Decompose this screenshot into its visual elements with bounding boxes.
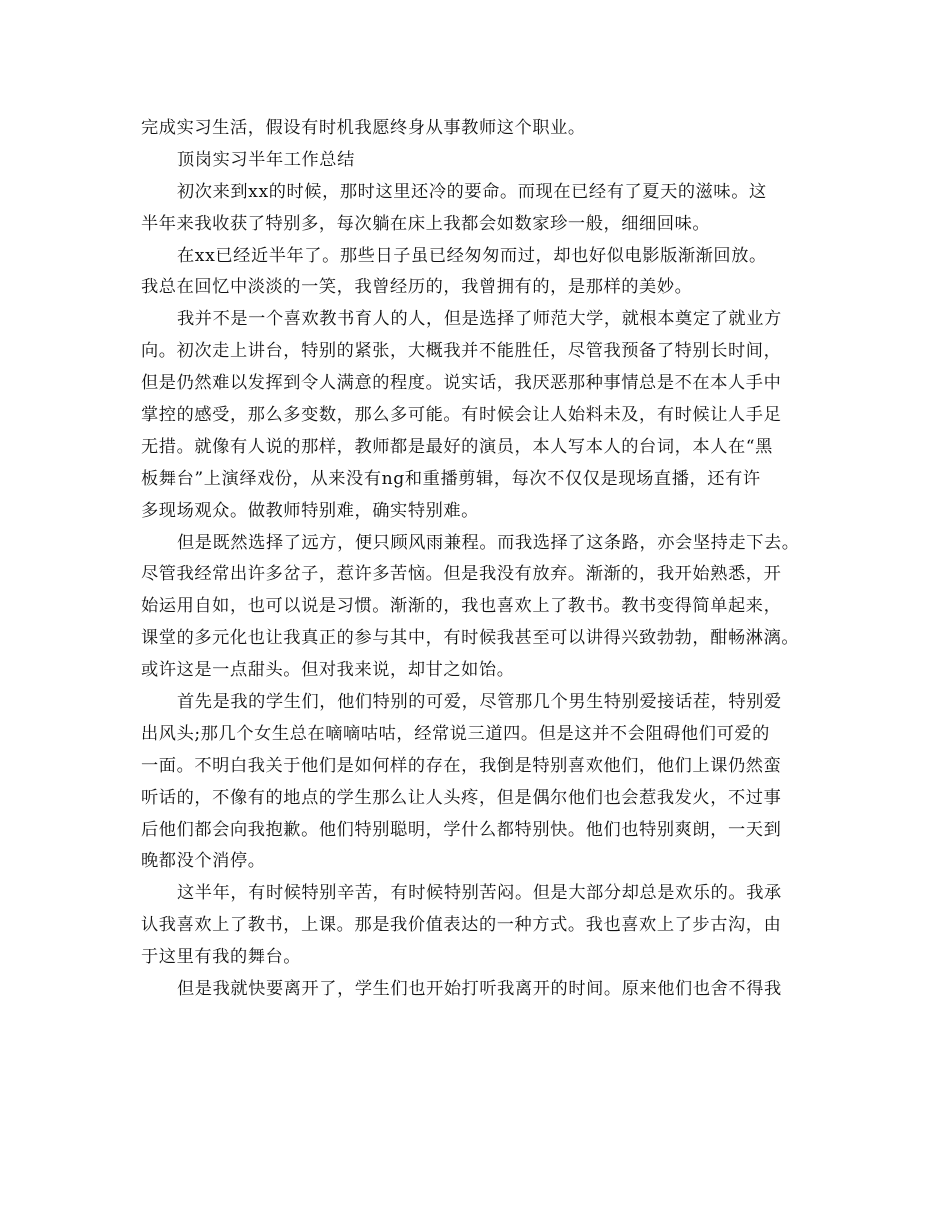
text-line: 初次来到xx的时候，那时这里还冷的要命。而现在已经有了夏天的滋味。这 bbox=[177, 181, 767, 202]
text-line: 听话的，不像有的地点的学生那么让人头疼，但是偶尔他们也会惹我发火，不过事 bbox=[141, 787, 782, 808]
text-line: 后他们都会向我抱歉。他们特别聪明，学什么都特别快。他们也特别爽朗，一天到 bbox=[141, 819, 782, 840]
text-line: 一面。不明白我关于他们是如何样的存在，我倒是特别喜欢他们，他们上课仍然蛮 bbox=[141, 755, 782, 776]
text-line: 始运用自如，也可以说是习惯。渐渐的，我也喜欢上了教书。教书变得简单起来， bbox=[141, 596, 782, 617]
text-line: 板舞台”上演绎戏份，从来没有ng和重播剪辑，每次不仅仅是现场直播，还有许 bbox=[141, 468, 761, 489]
text-line: 我并不是一个喜欢教书育人的人，但是选择了师范大学，就根本奠定了就业方 bbox=[177, 309, 782, 330]
text-line: 但是我就快要离开了，学生们也开始打听我离开的时间。原来他们也舍不得我 bbox=[177, 979, 782, 1000]
text-line: 这半年，有时候特别辛苦，有时候特别苦闷。但是大部分却总是欢乐的。我承 bbox=[177, 883, 782, 904]
text-line: 掌控的感受，那么多变数，那么多可能。有时候会让人始料未及，有时候让人手足 bbox=[141, 405, 782, 426]
text-line: 课堂的多元化也让我真正的参与其中，有时候我甚至可以讲得兴致勃勃，酣畅淋漓。 bbox=[141, 628, 800, 649]
text-line: 出风头;那几个女生总在嘀嘀咕咕，经常说三道四。但是这并不会阻碍他们可爱的 bbox=[141, 723, 770, 744]
text-line: 半年来我收获了特别多，每次躺在床上我都会如数家珍一般，细细回味。 bbox=[141, 213, 711, 234]
document-body bbox=[141, 113, 826, 1006]
text-line: 于这里有我的舞台。 bbox=[141, 947, 302, 968]
text-line: 首先是我的学生们，他们特别的可爱，尽管那几个男生特别爱接话茬，特别爱 bbox=[177, 692, 782, 713]
text-line: 无措。就像有人说的那样，教师都是最好的演员，本人写本人的台词，本人在“黑 bbox=[141, 436, 773, 457]
text-line: 在xx已经近半年了。那些日子虽已经匆匆而过，却也好似电影版渐渐回放。 bbox=[177, 245, 767, 266]
text-line: 认我喜欢上了教书，上课。那是我价值表达的一种方式。我也喜欢上了步古沟，由 bbox=[141, 915, 782, 936]
text-line: 晚都没个消停。 bbox=[141, 851, 266, 872]
text-line: 尽管我经常出许多岔子，惹许多苦恼。但是我没有放弃。渐渐的，我开始熟悉，开 bbox=[141, 564, 782, 585]
text-line: 顶岗实习半年工作总结 bbox=[177, 149, 355, 170]
text-line: 向。初次走上讲台，特别的紧张，大概我并不能胜任，尽管我预备了特别长时间， bbox=[141, 341, 782, 362]
text-line: 我总在回忆中淡淡的一笑，我曾经历的，我曾拥有的，是那样的美妙。 bbox=[141, 277, 693, 298]
text-line: 多现场观众。做教师特别难，确实特别难。 bbox=[141, 500, 479, 521]
text-line: 完成实习生活，假设有时机我愿终身从事教师这个职业。 bbox=[141, 118, 586, 138]
text-line: 但是既然选择了远方，便只顾风雨兼程。而我选择了这条路，亦会坚持走下去。 bbox=[177, 532, 800, 553]
text-line: 但是仍然难以发挥到令人满意的程度。说实话，我厌恶那种事情总是不在本人手中 bbox=[141, 373, 782, 394]
text-line: 或许这是一点甜头。但对我来说，却甘之如饴。 bbox=[141, 660, 515, 681]
